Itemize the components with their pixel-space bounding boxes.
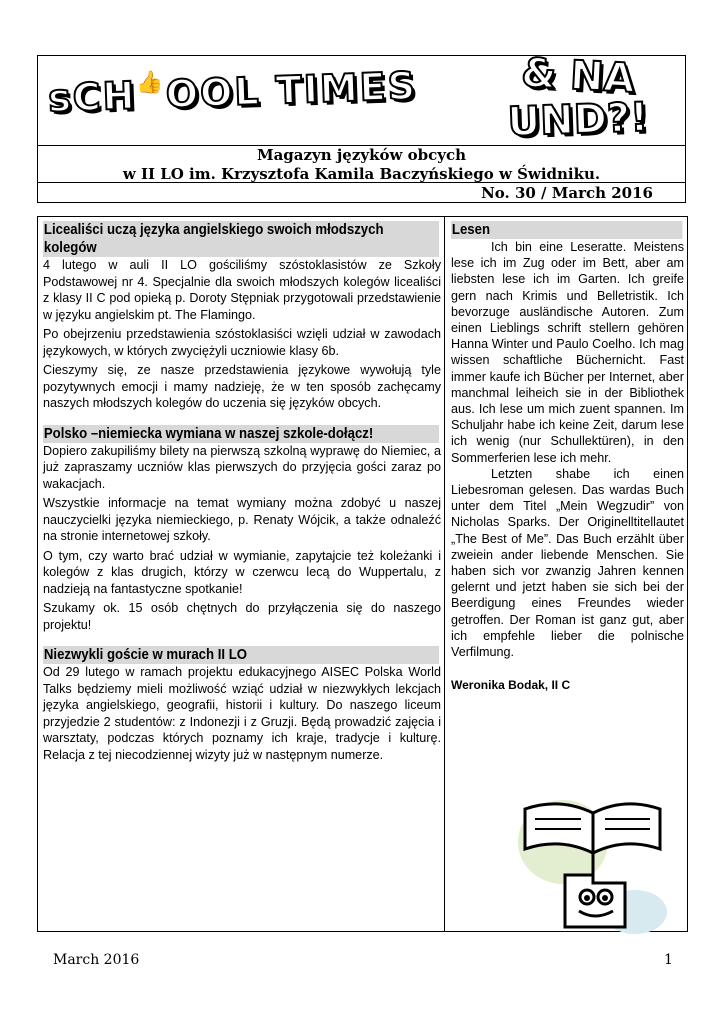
article-paragraph: Po obejrzeniu przedstawienia szóstoklasiści wzięli udział w zawodach językowych, w których zwyciężyli uczniowie klasy 6b.: [43, 327, 441, 358]
magazine-title: [47, 64, 417, 121]
article-paragraph: Wszystkie informacje na temat wymiany można zdobyć u naszej nauczycielki języka niemieckiego, p. Renaty Wójcik, a także odnaleźć na stronie internetowej szkoły.: [43, 496, 441, 543]
section-heading: Lesen: [451, 221, 683, 239]
article-paragraph: Cieszymy się, ze nasze przedstawienia językowe wywołują tyle pozytywnych emocji i mamy nadzieję, że w ten sposób zachęcamy naszych młodszych kolegów do uczenia się języków obcych.: [43, 363, 441, 410]
article-paragraph: O tym, czy warto brać udział w wymianie, zapytajcie też koleżanki i kolegów z klas drugich, którzy w czerwcu lecą do Wuppertalu, z nadzieją na fantastyczne spotkanie!: [43, 548, 441, 596]
footer-date: March 2016: [53, 952, 140, 968]
page-number: 1: [664, 952, 673, 968]
magazine-subtitle: [38, 146, 685, 183]
masthead-title-area: [38, 50, 685, 146]
masthead: [37, 50, 686, 203]
section-heading: Niezwykli goście w murach II LO: [43, 646, 439, 664]
thumbs-up-icon: 👍: [135, 70, 166, 97]
title-right-line1: & NA: [520, 50, 636, 102]
section-heading: Polsko –niemiecka wymiana w naszej szkole-dołącz!: [43, 425, 439, 443]
subtitle-line1: Magazyn języków obcych: [256, 146, 466, 164]
reading-book-icon: [515, 787, 675, 937]
article-paragraph: Od 29 lutego w ramach projektu edukacyjnego AISEC Polska World Talks będziemy mieli możliwość wziąć udział w niezwykłych lekcjach języka angielskiego, geografii, historii i kultury. Do naszego liceum przyjedzie 2 studentów: z Indonezji i z Gruzji. Będą prowadzić zajęcia i warsztaty, podczas których poznamy ich kraje, tradycje i kulturę. Relacja z tej niecodziennej wizyty już w następnym numerze.: [43, 665, 441, 762]
right-column: [445, 217, 687, 931]
article-author: Weronika Bodak, II C: [451, 678, 571, 693]
title-part2: OOL TIMES: [164, 63, 418, 117]
article-paragraph: Szukamy ok. 15 osób chętnych do przyłączenia się do naszego projektu!: [43, 601, 441, 632]
magazine-title-right: [478, 50, 678, 146]
issue-number: No. 30 / March 2016: [481, 184, 653, 202]
article-paragraph: Ich bin eine Leseratte. Meistens lese ich im Zug oder im Bett, aber am liebsten lese ich im Garten. Ich greife gern nach Krimis und Belletristik. Ich bevorzuge ausländische Autoren. Zum einen Lieblings schrift stellern gehören Hanna Winter und Paulo Coelho. Ich mag wissen schaftliche Büchernicht. Fast immer kaufe ich Bücher per Internet, aber manchmal leiheich sie in der Bibliothek aus. Ich lese um mich zuent spannen. Im Schuljahr habe ich keine Zeit, darum lese ich wenig (nur Schullektüren), in den Sommerferien lese ich mehr.: [451, 240, 684, 465]
subtitle-line2: w II LO im. Krzysztofa Kamila Baczyńskiego w Świdniku.: [122, 165, 601, 183]
article-paragraph: 4 lutego w auli II LO gościliśmy szóstoklasistów ze Szkoły Podstawowej nr 4. Specjalnie dla swoich młodszych kolegów licealiści z klasy II C pod opieką p. Doroty Stępniak przygotowali przedstawienie w języku angielskim pt. The Flamingo.: [43, 258, 441, 322]
article-paragraph: Letzten shabe ich einen Liebesroman gelesen. Das wardas Buch unter dem Titel „Mein Wegzudir” von Nicholas Sparks. Der Originelltitellautet „The Best of Me”. Das Buch erzählt über zweiein ander liebende Menschen. Sie haben sich vor zwanzig Jahren kennen gelernt und jetzt haben sie sich bei der Beerdigung eines Freundes wieder getroffen. Der Roman ist ganz gut, aber ich empfehle lieber die polnische Verfilmung.: [451, 466, 684, 660]
content-table: [37, 216, 688, 932]
article-paragraph: Dopiero zakupiliśmy bilety na pierwszą szkolną wyprawę do Niemiec, a już zapraszamy uczniów klas pierwszych do przyjęcia gości zaraz po wakacjach.: [43, 443, 441, 491]
title-part1: sCH: [47, 73, 138, 121]
section-heading: Licealiści uczą języka angielskiego swoich młodszych kolegów: [43, 221, 439, 257]
left-column: [38, 217, 445, 931]
title-right-line2: UND?!: [506, 94, 650, 146]
